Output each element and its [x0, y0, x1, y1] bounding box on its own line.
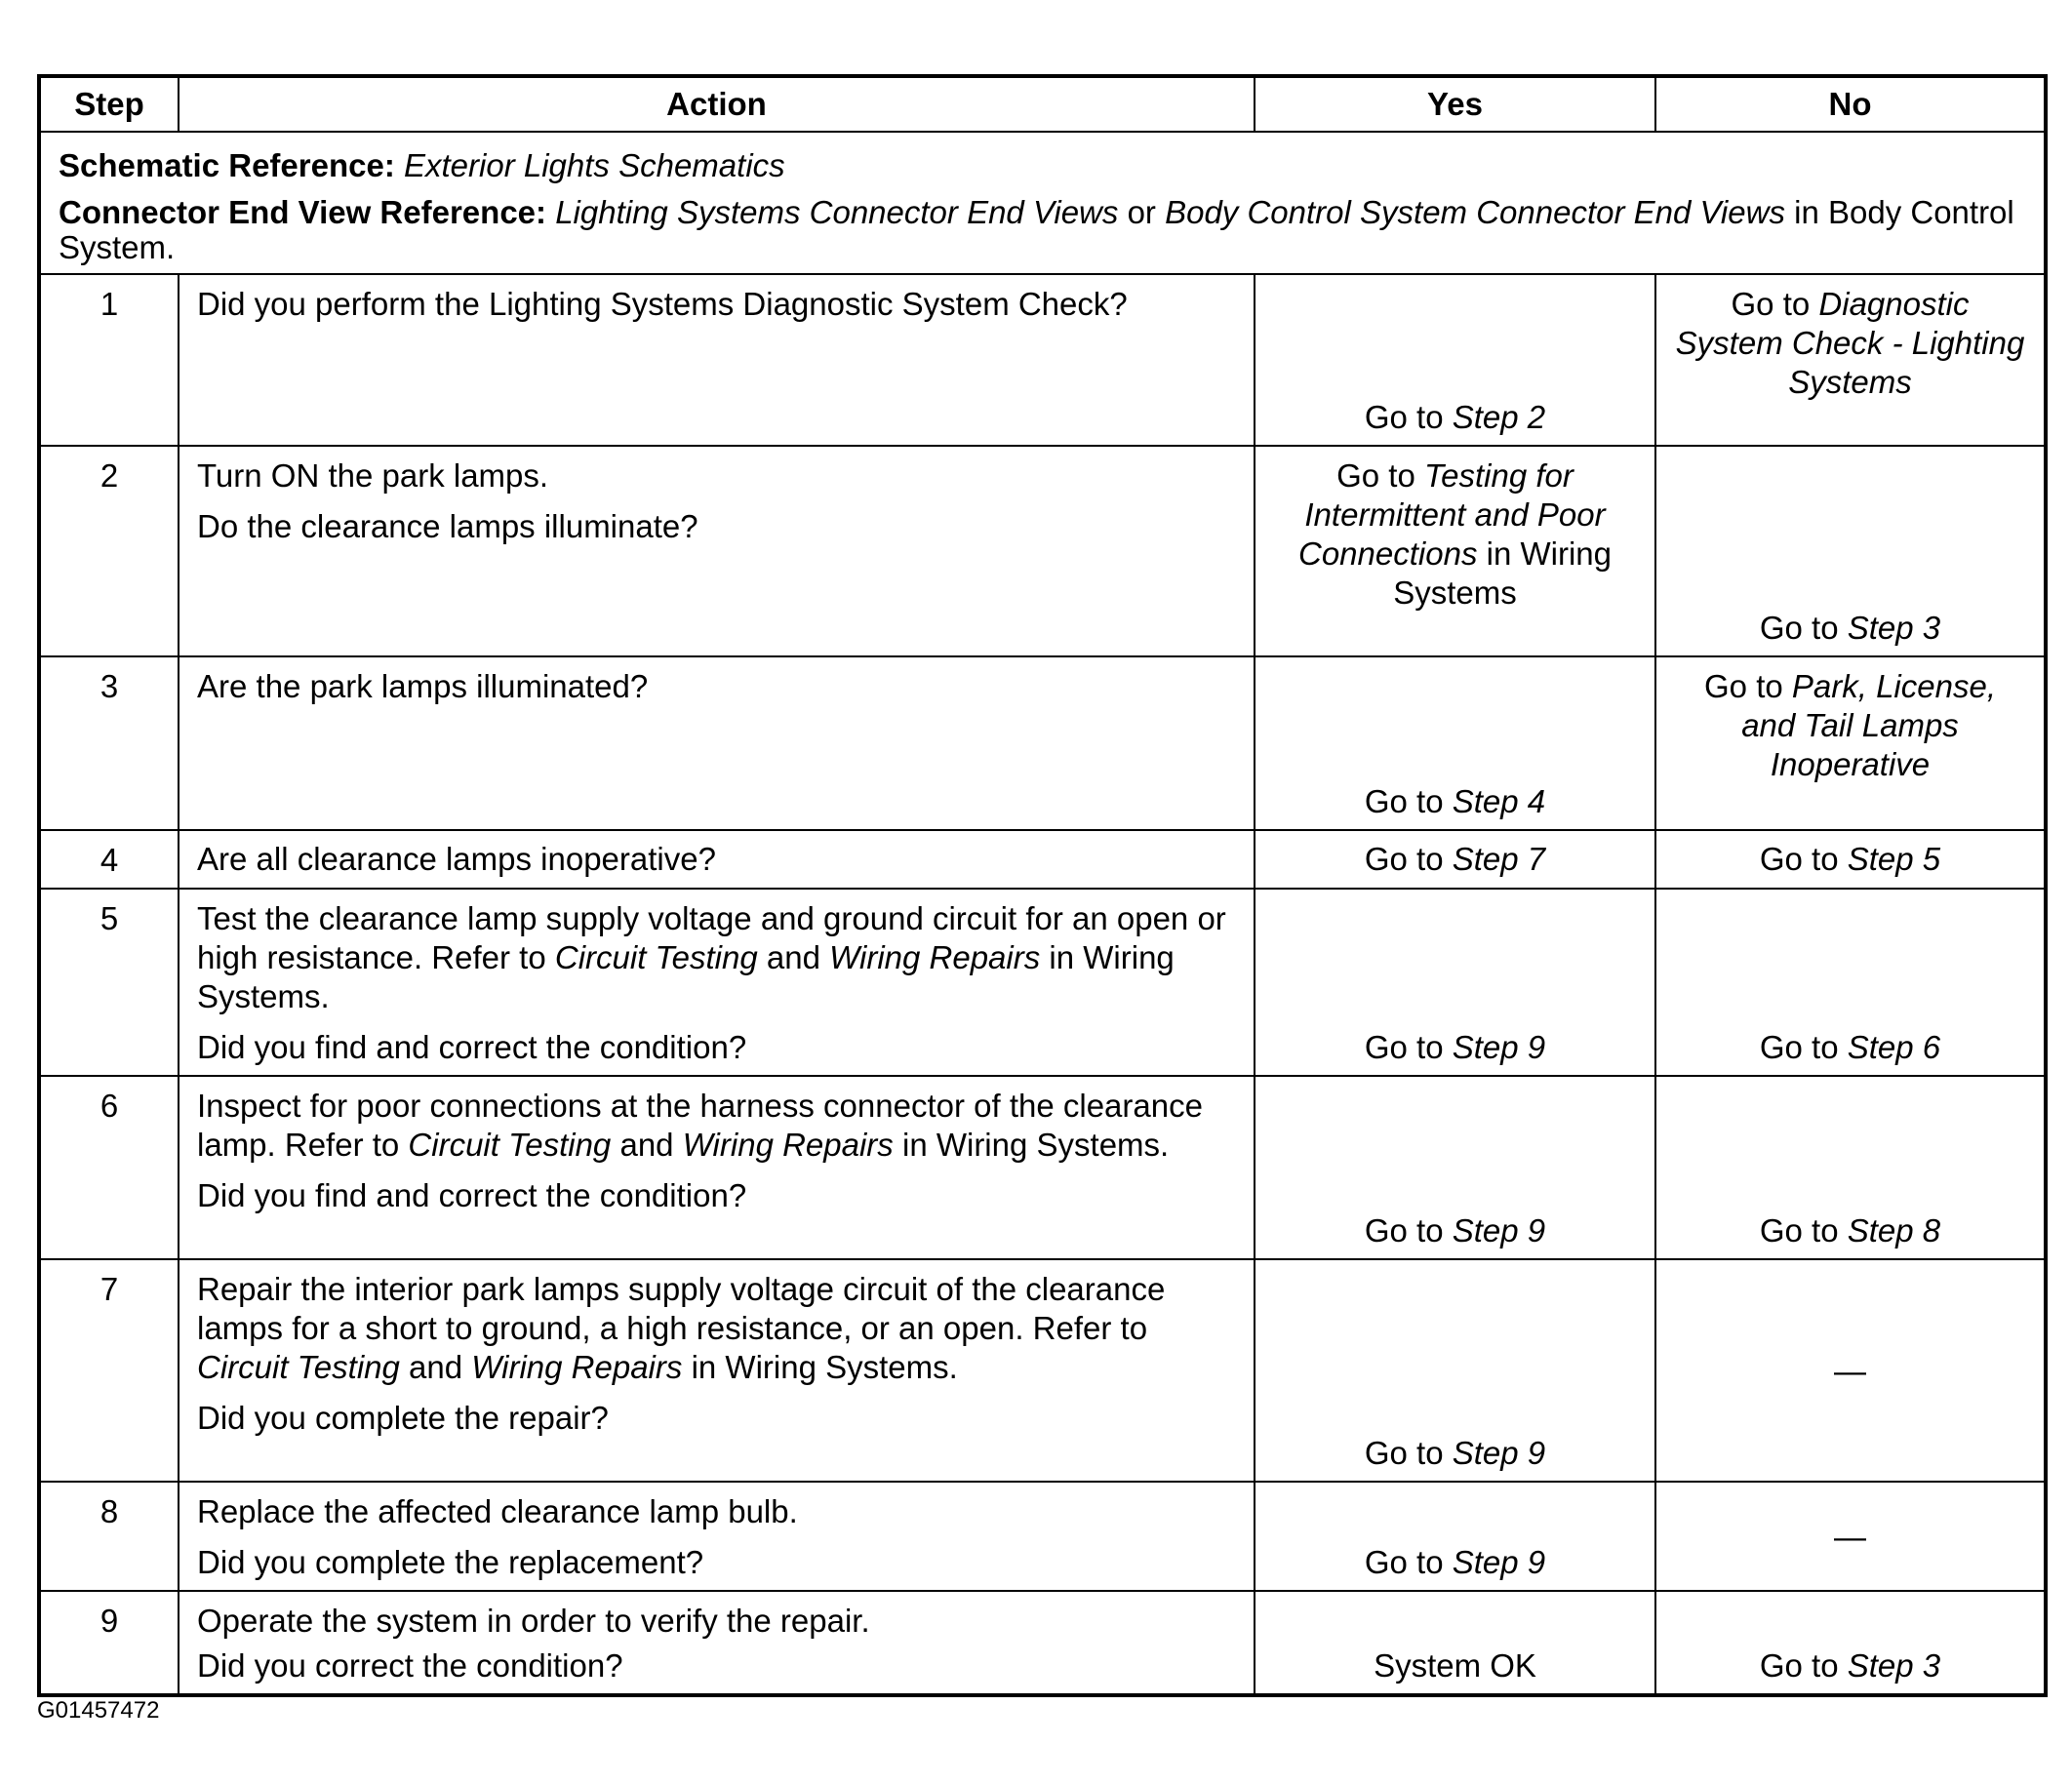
diagnostic-table	[37, 74, 2048, 1697]
step-number: 4	[39, 830, 179, 889]
action-cell: Turn ON the park lamps. Do the clearance lamps illuminate?	[179, 446, 1255, 656]
no-cell: Go to Diagnostic System Check - Lighting Systems	[1655, 274, 2046, 446]
no-cell: Go to Step 3	[1655, 446, 2046, 656]
header-yes: Yes	[1255, 76, 1655, 132]
action-cell: Test the clearance lamp supply voltage and ground circuit for an open or high resistance. Refer to Circuit Testing and Wiring Repairs in Wiring Systems. Did you find and correct the condition?	[179, 889, 1255, 1076]
header-no: No	[1655, 76, 2046, 132]
yes-cell: System OK	[1255, 1591, 1655, 1695]
no-cell: Go to Step 5	[1655, 830, 2046, 889]
yes-cell: Go to Step 7	[1255, 830, 1655, 889]
no-cell: Go to Step 6	[1655, 889, 2046, 1076]
action-cell: Did you perform the Lighting Systems Diagnostic System Check?	[179, 274, 1255, 446]
action-cell: Inspect for poor connections at the harness connector of the clearance lamp. Refer to Circuit Testing and Wiring Repairs in Wiring Systems. Did you find and correct the condition?	[179, 1076, 1255, 1259]
table-row	[39, 889, 2046, 1076]
step-number: 6	[39, 1076, 179, 1259]
table-row	[39, 1591, 2046, 1695]
reference-row	[39, 132, 2046, 274]
reference-cell	[39, 132, 2046, 274]
action-cell: Are all clearance lamps inoperative?	[179, 830, 1255, 889]
table-row	[39, 1482, 2046, 1591]
step-number: 1	[39, 274, 179, 446]
step-number: 9	[39, 1591, 179, 1695]
header-step: Step	[39, 76, 179, 132]
connector-reference: Connector End View Reference: Lighting Systems Connector End Views or Body Control System Connector End Views in Body Control System.	[59, 194, 2014, 265]
table-row	[39, 1259, 2046, 1482]
header-action: Action	[179, 76, 1255, 132]
action-cell: Operate the system in order to verify the repair. Did you correct the condition?	[179, 1591, 1255, 1695]
step-number: 7	[39, 1259, 179, 1482]
schematic-reference: Schematic Reference: Exterior Lights Schematics	[59, 147, 785, 183]
no-dash: —	[1834, 1353, 1866, 1389]
no-cell: Go to Step 3	[1655, 1591, 2046, 1695]
yes-cell: Go to Step 9	[1255, 1259, 1655, 1482]
table-row	[39, 446, 2046, 656]
step-number: 2	[39, 446, 179, 656]
table-row	[39, 656, 2046, 830]
yes-cell: Go to Step 9	[1255, 1076, 1655, 1259]
action-cell: Repair the interior park lamps supply voltage circuit of the clearance lamps for a short to ground, a high resistance, or an open. Refer to Circuit Testing and Wiring Repairs in Wiring Systems. Did you complete the repair?	[179, 1259, 1255, 1482]
step-number: 3	[39, 656, 179, 830]
no-cell: Go to Park, License, and Tail Lamps Inoperative	[1655, 656, 2046, 830]
header-row	[39, 76, 2046, 132]
table-row	[39, 1076, 2046, 1259]
action-cell: Are the park lamps illuminated?	[179, 656, 1255, 830]
yes-cell: Go to Step 4	[1255, 656, 1655, 830]
no-dash: —	[1834, 1519, 1866, 1555]
no-cell	[1655, 1259, 2046, 1482]
figure-id: G01457472	[37, 1697, 160, 1724]
no-cell: Go to Step 8	[1655, 1076, 2046, 1259]
step-number: 8	[39, 1482, 179, 1591]
no-cell	[1655, 1482, 2046, 1591]
step-number: 5	[39, 889, 179, 1076]
yes-cell: Go to Step 9	[1255, 889, 1655, 1076]
table-row	[39, 830, 2046, 889]
yes-cell: Go to Step 2	[1255, 274, 1655, 446]
table-row	[39, 274, 2046, 446]
yes-cell: Go to Step 9	[1255, 1482, 1655, 1591]
yes-cell: Go to Testing for Intermittent and Poor Connections in Wiring Systems	[1255, 446, 1655, 656]
action-cell: Replace the affected clearance lamp bulb. Did you complete the replacement?	[179, 1482, 1255, 1591]
